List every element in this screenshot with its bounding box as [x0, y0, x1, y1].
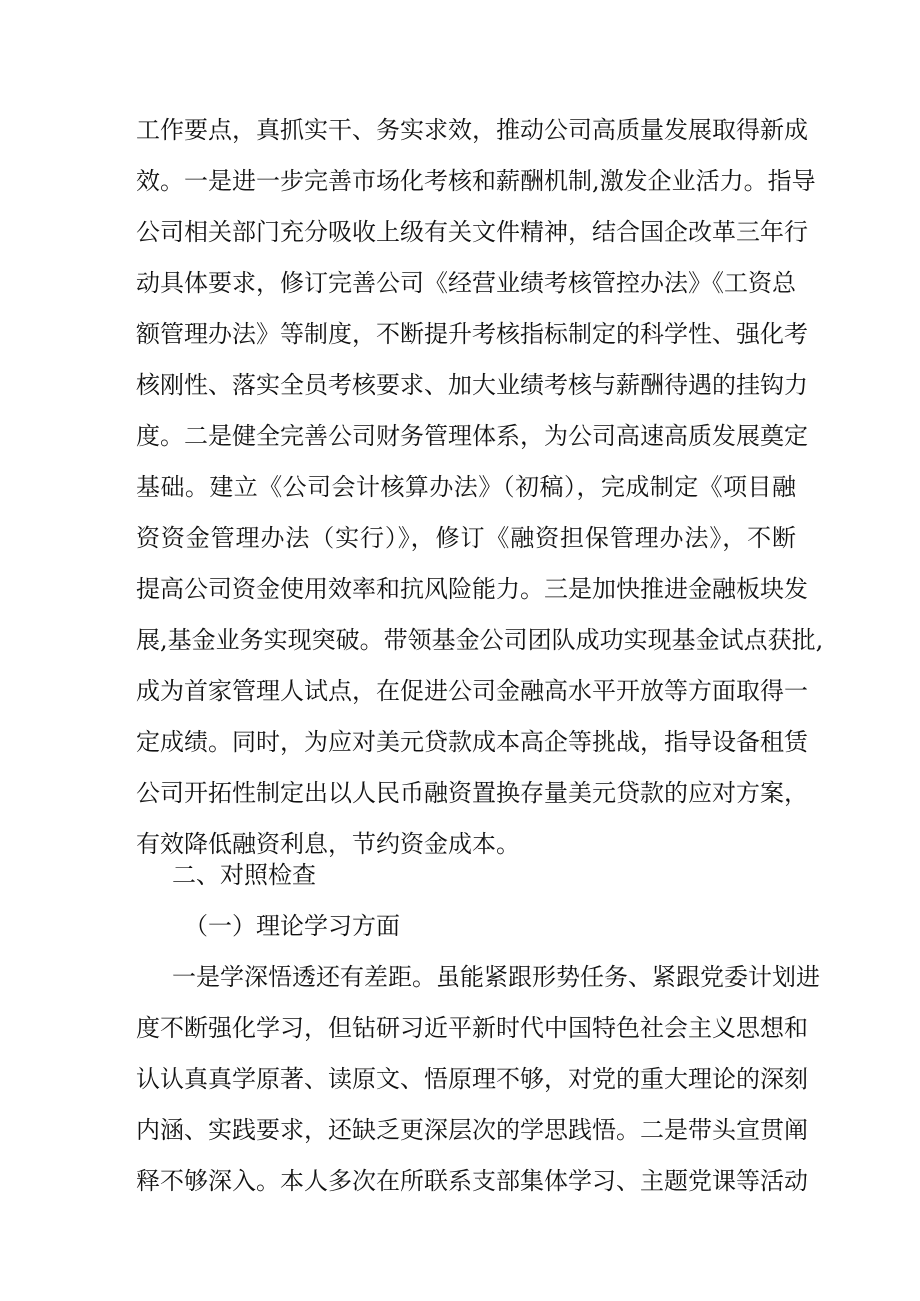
paragraph-line: 工作要点，真抓实干、务实求效，推动公司高质量发展取得新成 [136, 116, 808, 144]
paragraph-line: 成为首家管理人试点，在促进公司金融高水平开放等方面取得一 [136, 677, 808, 705]
paragraph-line: 基础。建立《公司会计核算办法》（初稿），完成制定《项目融 [136, 473, 796, 501]
paragraph-line: 定成绩。同时，为应对美元贷款成本高企等挑战，指导设备租赁 [136, 728, 808, 756]
paragraph-line: 度。二是健全完善公司财务管理体系，为公司高速高质发展奠定 [136, 422, 808, 450]
paragraph-line: 资资金管理办法（实行）》，修订《融资担保管理办法》，不断 [136, 524, 796, 552]
paragraph-line: 动具体要求，修订完善公司《经营业绩考核管控办法》《工资总 [136, 269, 796, 297]
paragraph-line: 效。一是进一步完善市场化考核和薪酬机制,激发企业活力。指导 [136, 167, 816, 195]
paragraph-line: 提高公司资金使用效率和抗风险能力。三是加快推进金融板块发 [136, 575, 808, 603]
paragraph-line: 有效降低融资利息，节约资金成本。 [136, 830, 520, 858]
paragraph-line: 一是学深悟透还有差距。虽能紧跟形势任务、紧跟党委计划进 [172, 963, 820, 991]
subsection-heading: （一）理论学习方面 [184, 912, 400, 940]
paragraph-line: 度不断强化学习，但钻研习近平新时代中国特色社会主义思想和 [136, 1014, 808, 1042]
section-heading: 二、对照检查 [172, 861, 316, 889]
paragraph-line: 内涵、实践要求，还缺乏更深层次的学思践悟。二是带头宣贯阐 [136, 1116, 808, 1144]
paragraph-line: 展,基金业务实现突破。带领基金公司团队成功实现基金试点获批, [136, 626, 824, 654]
paragraph-line: 额管理办法》等制度，不断提升考核指标制定的科学性、强化考 [136, 320, 808, 348]
paragraph-line: 公司相关部门充分吸收上级有关文件精神，结合国企改革三年行 [136, 218, 808, 246]
paragraph-line: 公司开拓性制定出以人民币融资置换存量美元贷款的应对方案， [136, 779, 808, 807]
paragraph-line: 认认真真学原著、读原文、悟原理不够，对党的重大理论的深刻 [136, 1065, 808, 1093]
paragraph-line: 释不够深入。本人多次在所联系支部集体学习、主题党课等活动 [136, 1167, 808, 1195]
paragraph-line: 核刚性、落实全员考核要求、加大业绩考核与薪酬待遇的挂钩力 [136, 371, 808, 399]
